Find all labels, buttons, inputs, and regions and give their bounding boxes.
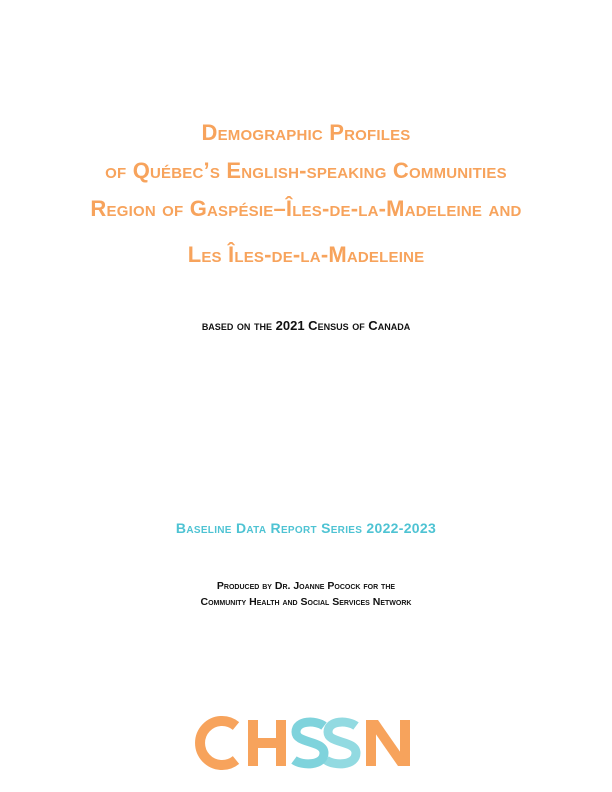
chssn-logo bbox=[192, 712, 420, 774]
logo-letter-h bbox=[248, 720, 286, 766]
logo-letter-c bbox=[200, 721, 236, 765]
census-subtitle: based on the 2021 Census of Canada bbox=[201, 318, 411, 333]
produced-by bbox=[0, 578, 612, 610]
produced-by-line-1: Produced by Dr. Joanne Pocock for the bbox=[216, 580, 396, 592]
produced-by-line-2: Community Health and Social Services Network bbox=[200, 596, 412, 608]
chssn-logo-mark bbox=[192, 712, 420, 774]
title-line-4: Les Îles-de-la-Madeleine bbox=[187, 242, 425, 267]
logo-letter-s1 bbox=[294, 722, 324, 764]
title-line-3: Region of Gaspésie–Îles-de-la-Madeleine and bbox=[90, 196, 522, 221]
logo-letter-n bbox=[366, 720, 410, 766]
title-line-1: Demographic Profiles bbox=[201, 120, 411, 145]
logo-letter-s2 bbox=[326, 722, 356, 764]
title-line-2: of Québec’s English-speaking Communities bbox=[105, 158, 507, 183]
report-series: Baseline Data Report Series 2022-2023 bbox=[175, 520, 437, 536]
report-title bbox=[0, 114, 612, 274]
